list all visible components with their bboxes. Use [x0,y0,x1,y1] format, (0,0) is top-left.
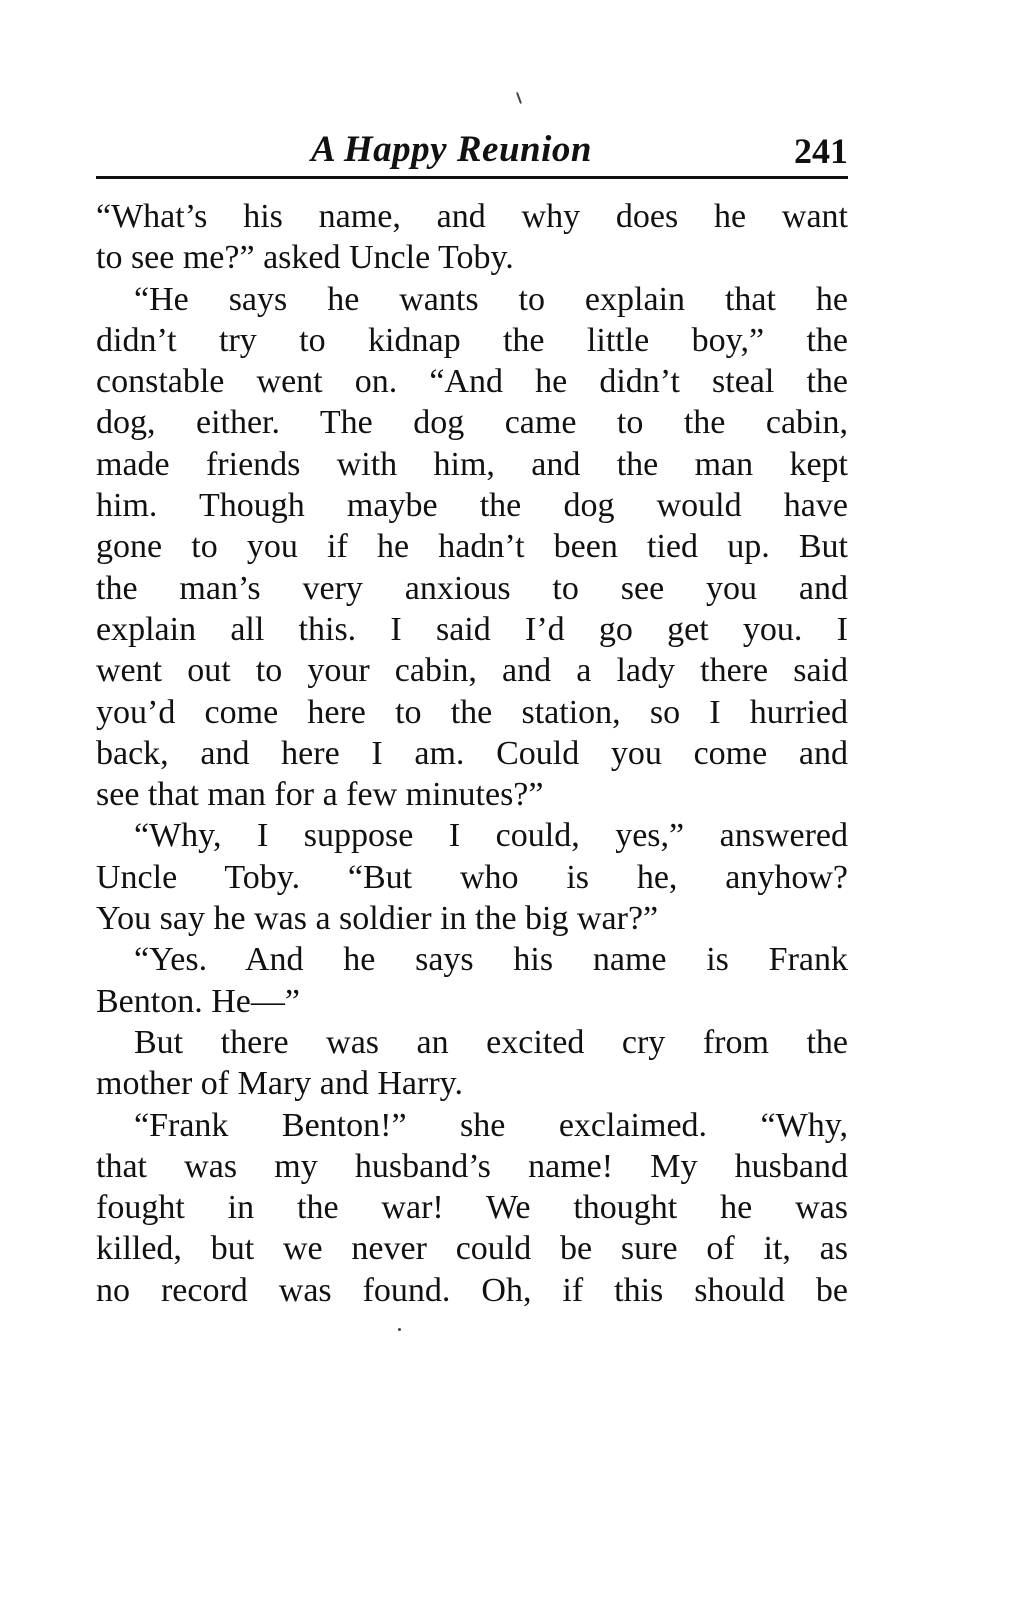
text-line: “Yes. And he says his name is Frank [134,941,848,979]
text-line: to see me?” asked Uncle Toby. [96,239,514,277]
text-line: killed, but we never could be sure of it, as [96,1230,848,1268]
page-header [96,128,848,176]
running-title: A Happy Reunion [311,129,592,170]
text-line: “What’s his name, and why does he want [96,198,848,235]
text-line: But there was an excited cry from the [134,1023,848,1061]
text-line: back, and here I am. Could you come and [96,734,848,772]
text-line: Benton. He—” [96,982,300,1020]
header-rule [96,176,848,179]
paper-speck [398,1328,401,1331]
text-line: didn’t try to kidnap the little boy,” the [96,321,848,359]
text-line: you’d come here to the station, so I hurried [96,693,848,731]
text-line: the man’s very anxious to see you and [96,569,848,607]
text-line: him. Though maybe the dog would have [96,487,848,525]
text-line: that was my husband’s name! My husband [96,1147,848,1185]
text-line: mother of Mary and Harry. [96,1065,463,1103]
paper-speck [516,92,522,104]
body-text [96,196,848,1311]
text-line: constable went on. “And he didn’t steal the [96,363,848,401]
text-line: fought in the war! We thought he was [96,1189,848,1227]
text-line: made friends with him, and the man kept [96,445,848,483]
text-line: “Frank Benton!” she exclaimed. “Why, [134,1106,848,1144]
text-line: see that man for a few minutes?” [96,776,544,814]
text-line: You say he was a soldier in the big war?” [96,900,659,938]
text-line: dog, either. The dog came to the cabin, [96,404,848,442]
text-line: Uncle Toby. “But who is he, anyhow? [96,858,848,896]
text-line: no record was found. Oh, if this should be [96,1271,848,1309]
text-line: went out to your cabin, and a lady there said [96,652,848,690]
text-line: “Why, I suppose I could, yes,” answered [134,817,848,855]
page-number: 241 [794,131,848,171]
text-line: “He says he wants to explain that he [134,280,848,318]
text-line: gone to you if he hadn’t been tied up. But [96,528,848,566]
text-line: explain all this. I said I’d go get you. I [96,610,848,648]
